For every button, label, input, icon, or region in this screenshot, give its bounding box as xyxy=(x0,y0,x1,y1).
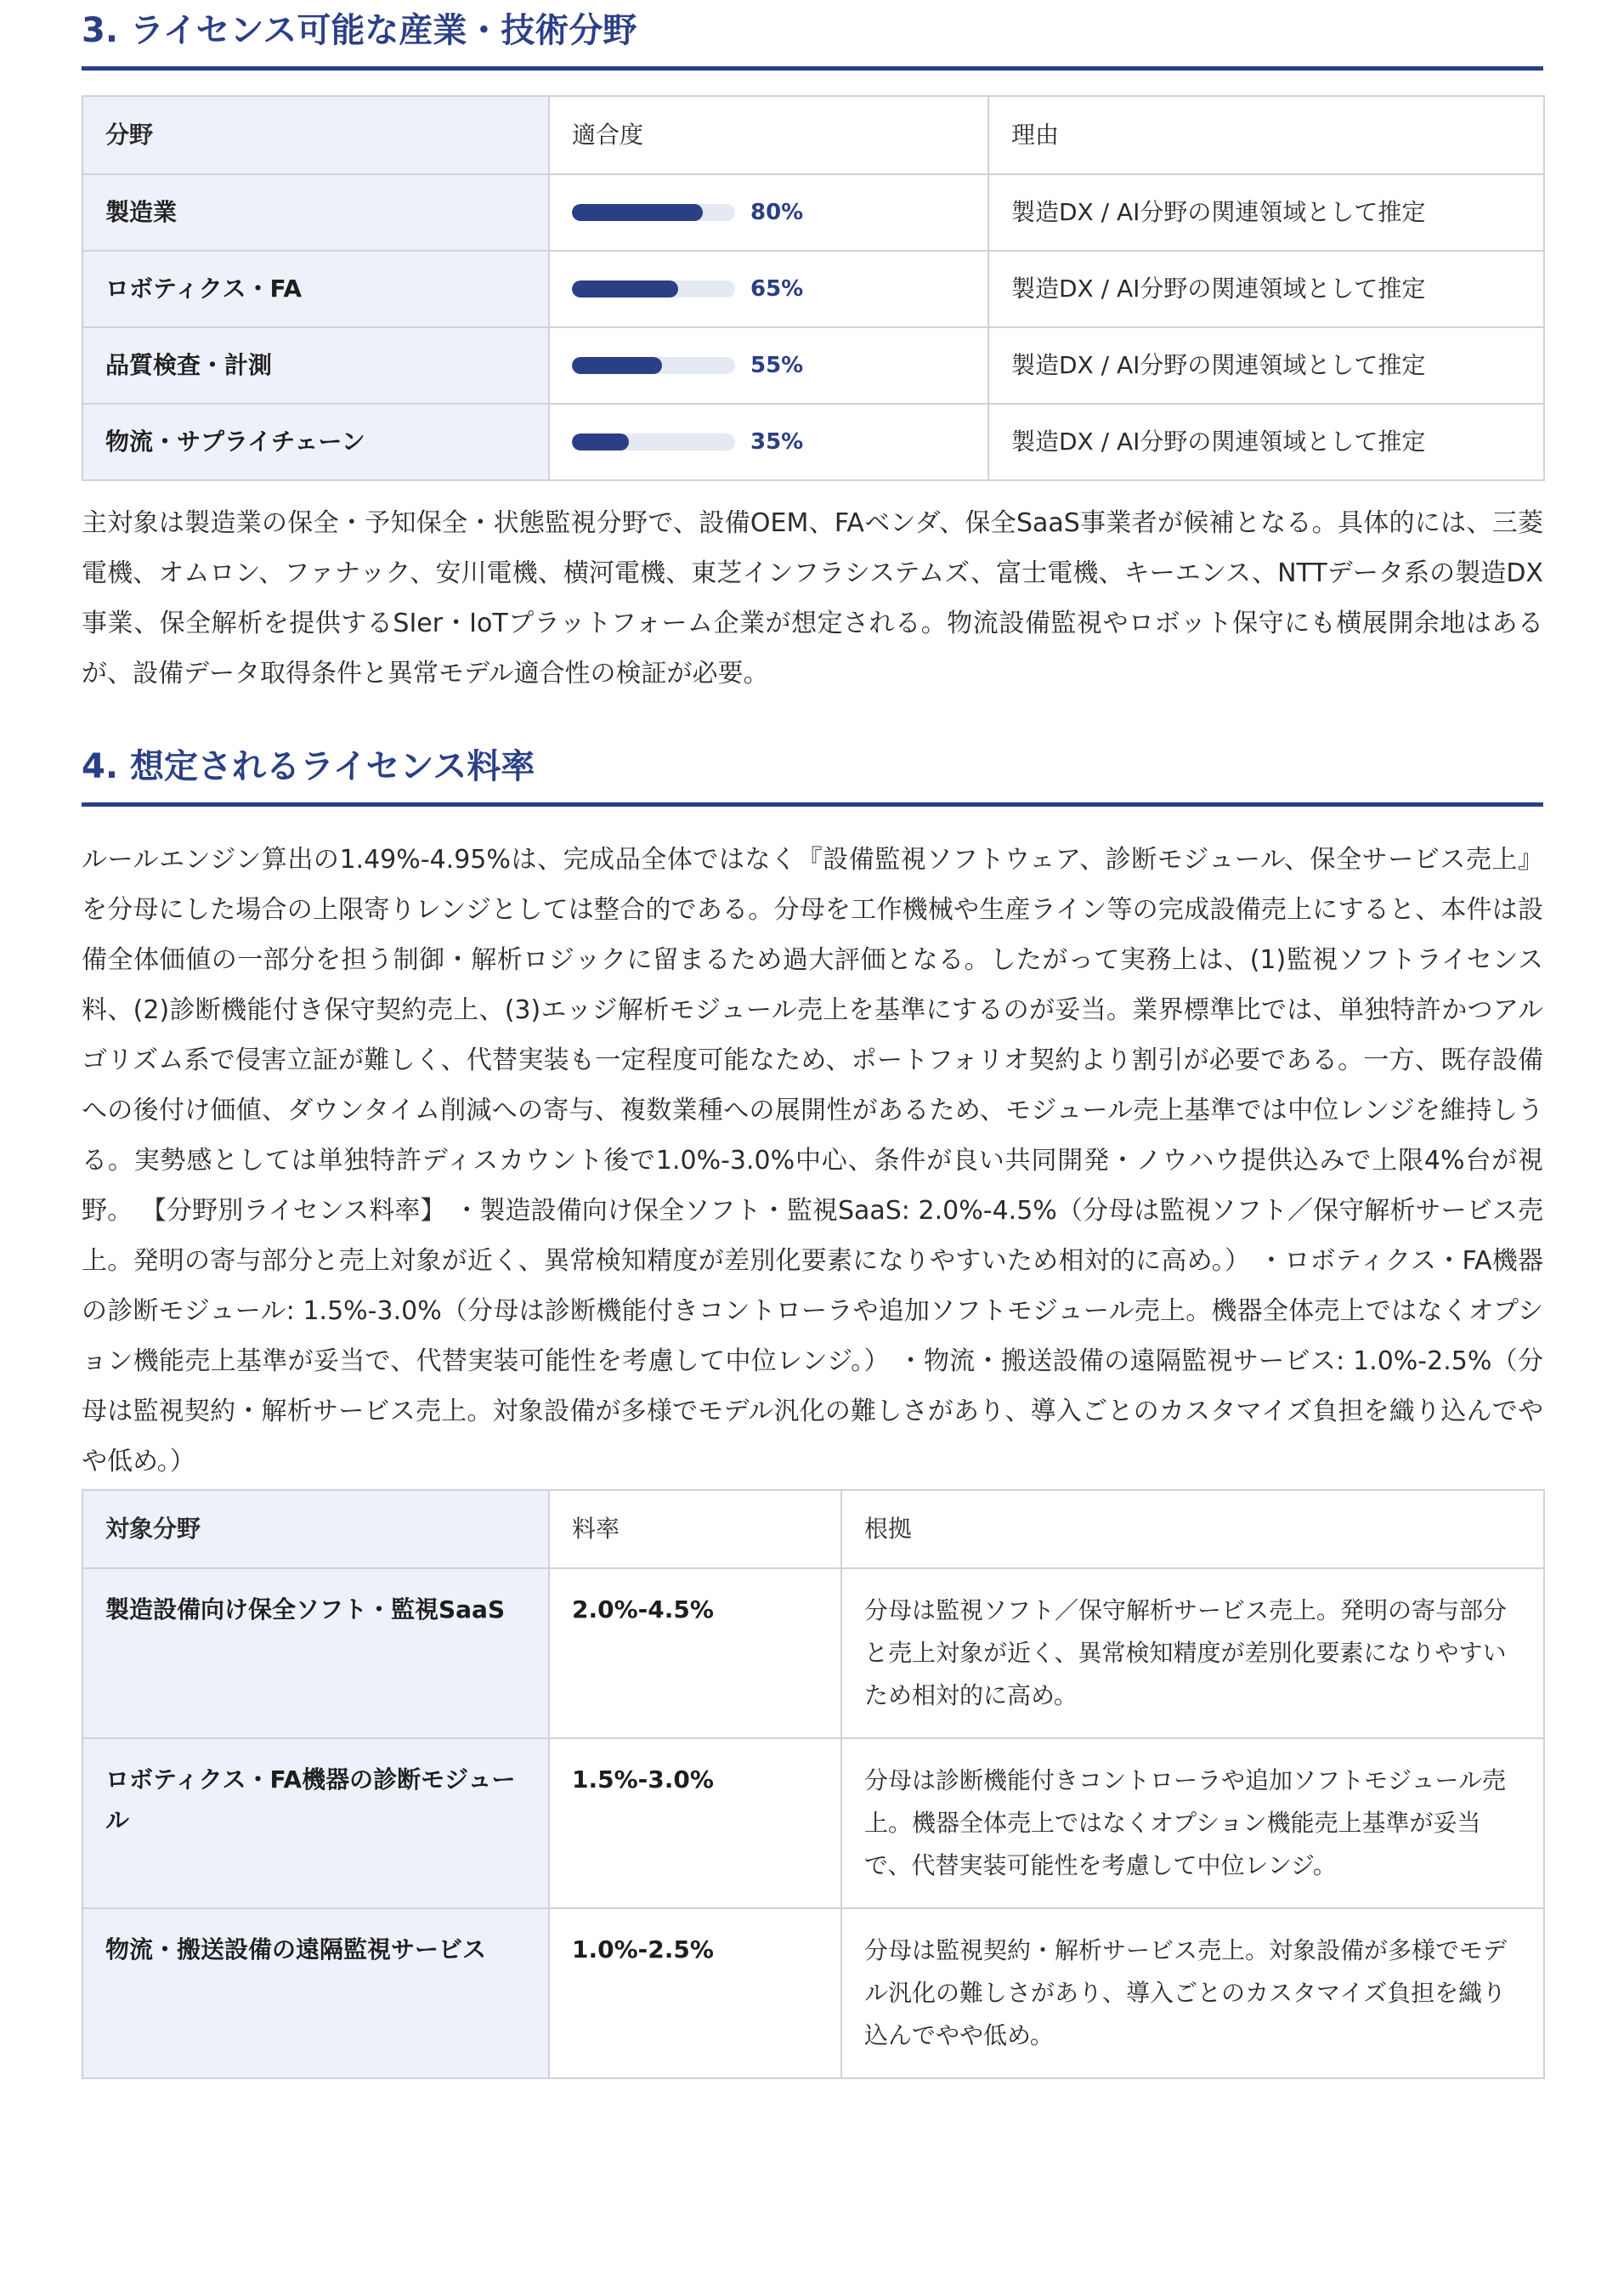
fit-bar-fill xyxy=(572,357,662,374)
fit-bar-track xyxy=(572,204,735,221)
fit-bar-fill xyxy=(572,204,703,221)
table-row xyxy=(82,251,1544,327)
row-field: ロボティクス・FA xyxy=(82,251,549,327)
industry-fit-table xyxy=(82,95,1545,481)
fit-bar-fill xyxy=(572,280,678,298)
row-reason: 製造DX / AI分野の関連領域として推定 xyxy=(988,174,1544,251)
table-header-row xyxy=(82,1490,1544,1568)
row-field: 品質検査・計測 xyxy=(82,327,549,404)
section-4 xyxy=(82,743,1543,807)
section-3 xyxy=(82,7,1543,71)
row-rate: 1.0%-2.5% xyxy=(549,1908,841,2078)
header-target-field: 対象分野 xyxy=(82,1490,549,1568)
table-header-row xyxy=(82,96,1544,174)
table-row xyxy=(82,327,1544,404)
row-reason: 製造DX / AI分野の関連領域として推定 xyxy=(988,404,1544,480)
section-3-title: 3. ライセンス可能な産業・技術分野 xyxy=(82,11,637,50)
row-target-field: 物流・搬送設備の遠隔監視サービス xyxy=(82,1908,549,2078)
header-fit: 適合度 xyxy=(549,96,988,174)
table-row xyxy=(82,174,1544,251)
header-reason: 理由 xyxy=(988,96,1544,174)
row-rate: 1.5%-3.0% xyxy=(549,1738,841,1908)
row-reason: 製造DX / AI分野の関連領域として推定 xyxy=(988,251,1544,327)
fit-percentage: 65% xyxy=(750,276,804,302)
fit-percentage: 80% xyxy=(750,200,804,225)
header-basis: 根拠 xyxy=(841,1490,1544,1568)
row-reason: 製造DX / AI分野の関連領域として推定 xyxy=(988,327,1544,404)
table-row xyxy=(82,1738,1544,1908)
fit-bar-track xyxy=(572,434,735,450)
table-row xyxy=(82,1908,1544,2078)
row-basis: 分母は監視契約・解析サービス売上。対象設備が多様でモデル汎化の難しさがあり、導入ごとのカスタマイズ負担を織り込んでやや低め。 xyxy=(841,1908,1544,2078)
table-row xyxy=(82,1568,1544,1738)
row-basis: 分母は監視ソフト／保守解析サービス売上。発明の寄与部分と売上対象が近く、異常検知精度が差別化要素になりやすいため相対的に高め。 xyxy=(841,1568,1544,1738)
row-fit xyxy=(549,251,988,327)
section-3-rule xyxy=(82,66,1543,71)
row-field: 物流・サプライチェーン xyxy=(82,404,549,480)
row-fit xyxy=(549,404,988,480)
header-rate: 料率 xyxy=(549,1490,841,1568)
section-3-paragraph: 主対象は製造業の保全・予知保全・状態監視分野で、設備OEM、FAベンダ、保全SaaS事業者が候補となる。具体的には、三菱電機、オムロン、ファナック、安川電機、横河電機、東芝インフラシステムズ、富士電機、キーエンス、NTTデータ系の製造DX事業、保全解析を提供するSIer・IoTプラットフォーム企業が想定される。物流設備監視やロボット保守にも横展開余地はあるが、設備データ取得条件と異常モデル適合性の検証が必要。 xyxy=(82,508,1543,688)
section-4-rule xyxy=(82,802,1543,807)
table-row xyxy=(82,404,1544,480)
row-fit xyxy=(549,174,988,251)
fit-bar-track xyxy=(572,280,735,298)
section-4-paragraph: ルールエンジン算出の1.49%-4.95%は、完成品全体ではなく『設備監視ソフトウェア、診断モジュール、保全サービス売上』を分母にした場合の上限寄りレンジとしては整合的である。分母を工作機械や生産ライン等の完成設備売上にすると、本件は設備全体価値の一部分を担う制御・解析ロジックに留まるため過大評価となる。したがって実務上は、(1)監視ソフトライセンス料、(2)診断機能付き保守契約売上、(3)エッジ解析モジュール売上を基準にするのが妥当。業界標準比では、単独特許かつアルゴリズム系で侵害立証が難しく、代替実装も一定程度可能なため、ポートフォリオ契約より割引が必要である。一方、既存設備への後付け価値、ダウンタイム削減への寄与、複数業種への展開性があるため、モジュール売上基準では中位レンジを維持しうる。実勢感としては単独特許ディスカウント後で1.0%-3.0%中心、条件が良い共同開発・ノウハウ提供込みで上限4%台が視野。 【分野別ライセンス料率】 ・製造設備向け保全ソフト・監視SaaS: 2.0%-4.5%（分母は監視ソフト／保守解析サービス売上。発明の寄与部分と売上対象が近く、異常検知精度が差別化要素になりやすいため相対的に高め。） ・ロボティクス・FA機器の診断モジュール: 1.5%-3.0%（分母は診断機能付きコントローラや追加ソフトモジュール売上。機器全体売上ではなくオプション機能売上基準が妥当で、代替実装可能性を考慮して中位レンジ。） ・物流・搬送設備の遠隔監視サービス: 1.0%-2.5%（分母は監視契約・解析サービス売上。対象設備が多様でモデル汎化の難しさがあり、導入ごとのカスタマイズ負担を織り込んでやや低め。） xyxy=(82,845,1543,1476)
fit-bar-fill xyxy=(572,434,629,450)
row-fit xyxy=(549,327,988,404)
row-target-field: ロボティクス・FA機器の診断モジュール xyxy=(82,1738,549,1908)
row-rate: 2.0%-4.5% xyxy=(549,1568,841,1738)
fit-percentage: 35% xyxy=(750,429,804,455)
header-field: 分野 xyxy=(82,96,549,174)
fit-bar-track xyxy=(572,357,735,374)
license-rate-table xyxy=(82,1489,1545,2079)
fit-percentage: 55% xyxy=(750,353,804,378)
row-field: 製造業 xyxy=(82,174,549,251)
section-4-title: 4. 想定されるライセンス料率 xyxy=(82,747,535,786)
row-target-field: 製造設備向け保全ソフト・監視SaaS xyxy=(82,1568,549,1738)
row-basis: 分母は診断機能付きコントローラや追加ソフトモジュール売上。機器全体売上ではなくオプション機能売上基準が妥当で、代替実装可能性を考慮して中位レンジ。 xyxy=(841,1738,1544,1908)
